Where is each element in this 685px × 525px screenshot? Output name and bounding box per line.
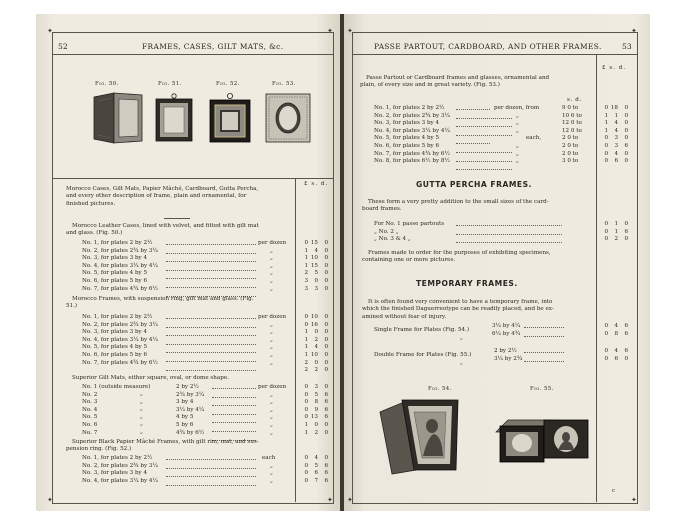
intro-paragraph: Morocco Cases, Gilt Mats, Papier Mâché, Cardboard, Gutta Percha, and every other description of frame, plain and ornamental, for finished pictures. xyxy=(66,186,259,207)
list-item: No. 7 xyxy=(82,429,98,436)
price-column: 0 1 0 0 1 6 0 2 0 xyxy=(604,221,628,243)
fig-caption: Fig. 51. xyxy=(158,81,182,87)
list-item: No. 5 xyxy=(82,414,98,421)
sd-header: s. d. xyxy=(567,97,582,103)
price-column: 0 3 0 0 5 6 0 8 6 0 9 6 0 13 6 1 0 0 1 2 0 xyxy=(304,384,328,436)
section-intro: It is often found very convenient to have a temporary frame, into which the finished Daguerreotype can be readily placed, and be ex- amined without fear of injury. xyxy=(362,299,554,320)
item-list xyxy=(82,455,158,485)
open-book xyxy=(36,14,650,511)
leader-dots xyxy=(166,455,258,489)
list-item: No. 5, for plates 4 by 5 xyxy=(374,135,440,142)
price-column-rule xyxy=(295,178,296,502)
item-list xyxy=(374,221,444,244)
list-item: „ No. 2 „ xyxy=(374,228,399,235)
list-item: No. 4, for plates 3¼ by 4¼ xyxy=(82,477,158,484)
page-number: 53 xyxy=(622,42,632,51)
corner-ornament: ✦ xyxy=(631,496,637,504)
list-item: No. 4, for plates 3¼ by 4¼ xyxy=(82,336,158,343)
morocco-case-illustration xyxy=(92,91,144,145)
single-temporary-frame-illustration xyxy=(376,394,462,476)
running-header: PASSE PARTOUT, CARDBOARD, AND OTHER FRAMES. xyxy=(374,42,602,51)
list-item: No. 3, for plates 3 by 4 xyxy=(82,255,148,262)
size-column: 3¼ by 4¼ 6¼ by 4¾ xyxy=(492,323,521,337)
list-item: No. 7, for plates 4¾ by 6½ xyxy=(82,359,158,366)
corner-ornament: ✦ xyxy=(327,496,333,504)
price-column: 0 4 6 0 6 0 xyxy=(604,348,628,362)
leader-dots xyxy=(166,240,258,300)
section-note: Frames made to order for the purposes of exhibiting specimens, containing one or more pictures. xyxy=(362,250,551,264)
price-column-rule xyxy=(596,54,597,502)
leader-dots xyxy=(166,314,258,374)
list-item: No. 1, for plates 2 by 2½ xyxy=(374,105,445,111)
section-rule xyxy=(52,178,333,179)
fig-caption: Fig. 54. xyxy=(428,386,452,392)
price-column: 0 4 0 0 5 6 0 6 6 0 7 6 xyxy=(304,455,328,484)
fig-caption: Fig. 52. xyxy=(216,81,240,87)
right-page xyxy=(344,14,650,511)
papier-mache-frame-illustration xyxy=(208,92,252,144)
list-item: No. 6 xyxy=(82,421,98,428)
unit-column: per dozen, from „ „ „ each, „ „ „ xyxy=(494,105,542,165)
leader-dots xyxy=(524,323,566,340)
section-heading: TEMPORARY FRAMES. xyxy=(416,279,518,288)
signature-mark: c xyxy=(612,488,616,494)
list-item: No. 3, for plates 3 by 4 xyxy=(82,470,148,477)
list-item: No. 2, for plates 2¾ by 3¼ xyxy=(374,112,450,119)
section-heading: GUTTA PERCHA FRAMES. xyxy=(416,180,532,189)
fig-caption: Fig. 55. xyxy=(530,386,554,392)
corner-ornament: ✦ xyxy=(631,27,637,35)
corner-ornament: ✦ xyxy=(47,27,53,35)
list-item: No. 2 xyxy=(82,391,98,398)
price-column: 0 4 6 0 8 6 xyxy=(604,323,628,337)
corner-ornament: ✦ xyxy=(47,496,53,504)
list-item: No. 6, for plates 5 by 6 xyxy=(374,142,440,149)
list-item: No. 1, for plates 2 by 2½ xyxy=(82,240,153,246)
item-list xyxy=(82,240,158,293)
list-item: No. 4 xyxy=(82,406,98,413)
leader-dots xyxy=(524,348,566,365)
list-item: No. 3 xyxy=(82,399,98,406)
page-number: 52 xyxy=(58,42,68,51)
double-frame-row: Double Frame for Plates (Fig. 55.) „ xyxy=(374,352,472,366)
money-header: £ s. d. xyxy=(602,65,627,71)
size-column: 2 by 2½ 2¾ by 3¼ 3 by 4 3¼ by 4¼ 4 by 5 5 by 6 4¾ by 6½ xyxy=(176,384,205,436)
list-item: No. 2, for plates 2¾ by 3¼ xyxy=(82,247,158,254)
ditto-column: „ „ „ „ „ „ xyxy=(140,391,143,435)
section-intro: These form a very pretty addition to the small sizes of the card- board frames. xyxy=(362,199,549,213)
price-column: 0 10 0 0 16 0 1 0 0 1 2 0 1 4 0 1 10 0 2 0 0 2 2 0 xyxy=(304,314,328,374)
list-item: No. 7, for plates 4¾ by 6½ xyxy=(82,285,158,292)
section-title: Morocco Leather Cases, lined with velvet, and fitted with gilt mat and glass. (Fig. 50.) xyxy=(66,223,259,237)
single-frame-row: Single Frame for Plates (Fig. 54.) „ xyxy=(374,327,470,341)
list-item: No. 6, for plates 5 by 6 xyxy=(82,277,148,284)
double-temporary-frame-illustration xyxy=(494,410,592,468)
section-title: Morocco Frames, with suspension ring, gilt mat and glass. (Fig. 51.) xyxy=(66,296,254,310)
leader-dots xyxy=(456,221,564,247)
item-list xyxy=(82,314,158,367)
section-title: Superior Black Papier Mâché Frames, with gilt rim, mat, and sus- pension ring. (Fig. 52.) xyxy=(66,439,259,453)
list-item: No. 5, for plates 4 by 5 xyxy=(82,344,148,351)
item-list xyxy=(374,105,450,166)
unit-column: per dozen „ „ „ „ „ „ xyxy=(258,314,287,366)
unit-column: per dozen „ „ „ „ „ „ xyxy=(258,384,287,436)
header-rule xyxy=(352,54,637,55)
list-item: No. 2, for plates 2¾ by 3¼ xyxy=(82,321,158,328)
list-item: For No. 1 passe partouts xyxy=(374,221,445,227)
unit-column: each „ „ „ xyxy=(262,455,276,484)
price-column: 0 15 0 1 4 0 1 10 0 1 15 0 2 5 0 3 0 0 3 3 0 xyxy=(304,240,328,292)
section-title: Superior Gilt Mats, either square, oval, or dome shape. xyxy=(72,375,229,381)
price-column: 0 18 0 1 1 0 1 4 0 1 4 0 0 3 0 0 3 6 0 4 0 0 6 0 xyxy=(604,105,628,165)
header-rule xyxy=(52,54,333,55)
leader-dots xyxy=(212,384,258,444)
passe-partout-illustration xyxy=(265,93,311,143)
money-header: £ s. d. xyxy=(304,181,329,187)
intro-paragraph: Passe Partout or Cardboard frames and glasses, ornamental and plain, of every size and in great variety. (Fig. 53.) xyxy=(360,75,550,89)
morocco-frame-illustration xyxy=(154,93,194,143)
fig-caption: Fig. 53. xyxy=(272,81,296,87)
fig-caption: Fig. 50. xyxy=(95,81,119,87)
size-column: 2 by 2½ 3¼ by 2¾ xyxy=(494,348,523,362)
short-rule xyxy=(164,218,190,219)
left-page xyxy=(36,14,340,511)
list-item: No. 4, for plates 3¼ by 4¼ xyxy=(374,127,450,134)
list-item: No. 4, for plates 3¼ by 4¼ xyxy=(82,262,158,269)
leader-dots xyxy=(456,105,492,174)
list-item: No. 1, for plates 2 by 2½ xyxy=(82,455,153,461)
list-item: No. 1, for plates 2 by 2½ xyxy=(82,314,153,320)
list-item: „ No. 3 & 4 „ xyxy=(374,236,411,243)
list-item: No. 5, for plates 4 by 5 xyxy=(82,270,148,277)
corner-ornament: ✦ xyxy=(327,27,333,35)
unit-column: per dozen „ „ „ „ „ „ xyxy=(258,240,287,292)
each-price-column: 9 0 to 10 6 to 12 0 to 12 0 to 2 0 to 2 0 to 2 0 to 3 0 to xyxy=(562,105,582,165)
list-item: No. 1 (outside measure) xyxy=(82,384,151,390)
list-item: No. 3, for plates 3 by 4 xyxy=(374,120,440,127)
corner-ornament: ✦ xyxy=(347,27,353,35)
list-item: No. 6, for plates 5 by 6 xyxy=(82,351,148,358)
corner-ornament: ✦ xyxy=(347,496,353,504)
list-item: No. 2, for plates 2¾ by 3¼ xyxy=(82,462,158,469)
list-item: No. 8, for plates 6½ by 8½ xyxy=(374,158,450,165)
list-item: No. 3, for plates 3 by 4 xyxy=(82,329,148,336)
list-item: No. 7, for plates 4¾ by 6½ xyxy=(374,150,450,157)
running-header: FRAMES, CASES, GILT MATS, &c. xyxy=(142,42,284,51)
